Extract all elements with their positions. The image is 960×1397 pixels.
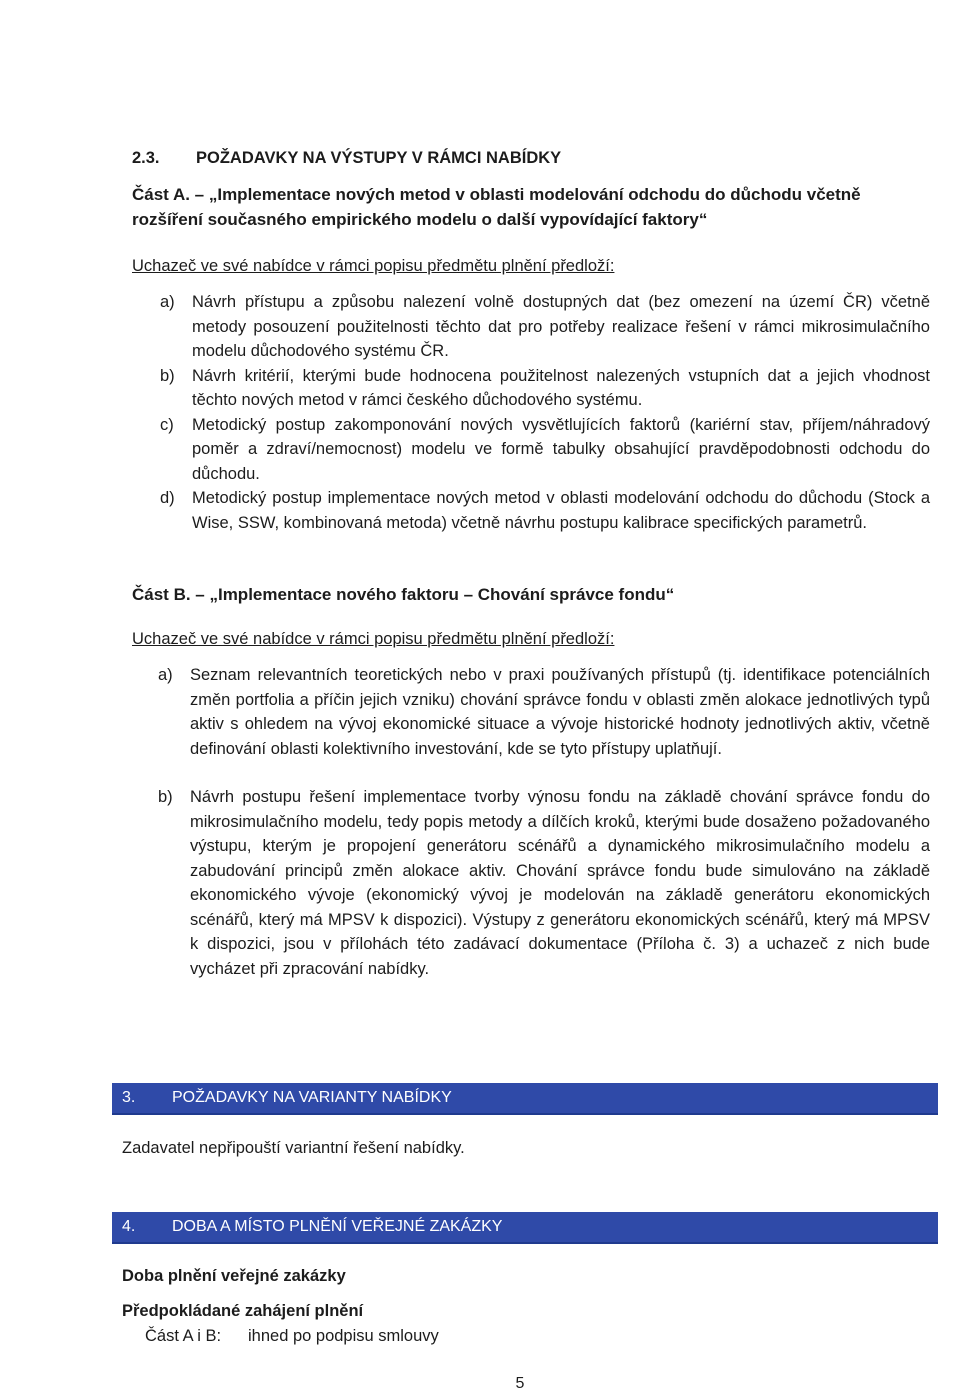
list-item-text: Návrh kritérií, kterými bude hodnocena použitelnost nalezených vstupních dat a jejich vhodnost těchto nových metod v rámci českého důchodového systému.	[192, 366, 930, 409]
list-item-text: Návrh postupu řešení implementace tvorby výnosu fondu na základě chování správce fondu do mikrosimulačního modelu, tedy popis metody a dílčích kroků, kterými bude dosaženo požadovaného výstupu, kterým je propojení generátoru scénářů a dynamického mikrosimulačního modelu a zabudování principů změn alokace aktiv. Chování správce fondu bude simulováno na základě ekonomického vývoje (ekonomický vývoj je modelován na základě generátoru ekonomických scénářů, který má MPSV k dispozici). Výstupy z generátoru ekonomických scénářů, který má MPSV k dispozici, jsou v přílohách této zadávací dokumentace (Příloha č. 3) a uchazeč z nich bude vycházet při zpracování nabídky.	[190, 788, 930, 978]
section-4-start-value: ihned po podpisu smlouvy	[248, 1327, 439, 1345]
part-b-list	[128, 663, 930, 1005]
part-b-title: Část B. – „Implementace nového faktoru – Chování správce fondu“	[132, 585, 675, 604]
section-3-number: 3.	[122, 1089, 136, 1106]
list-marker: a)	[160, 293, 175, 311]
list-marker: c)	[160, 415, 174, 434]
section-4-subheading-start: Předpokládané zahájení plnění	[122, 1302, 364, 1320]
section-number: 2.3.	[132, 149, 160, 167]
section-4-number: 4.	[122, 1218, 136, 1235]
list-item-text: Metodický postup zakomponování nových vysvětlujících faktorů (kariérní stav, příjem/náhradový poměr a zdraví/nemocnost) modelu ve formě tabulky obsahující pravděpodobnosti odchodu do důchodu.	[192, 415, 930, 483]
section-4-subheading-duration: Doba plnění veřejné zakázky	[122, 1267, 346, 1285]
page-number: 5	[515, 1375, 525, 1392]
section-4-title: DOBA A MÍSTO PLNĚNÍ VEŘEJNÉ ZAKÁZKY	[172, 1218, 503, 1235]
part-b-intro: Uchazeč ve své nabídce v rámci popisu předmětu plnění předloží:	[132, 630, 615, 648]
list-item	[128, 663, 930, 761]
list-item	[130, 290, 930, 364]
list-marker: a)	[158, 666, 173, 684]
section-3-text: Zadavatel nepřipouští variantní řešení nabídky.	[122, 1139, 465, 1157]
list-item	[130, 486, 930, 535]
section-3-banner	[112, 1083, 938, 1115]
list-item	[130, 364, 930, 413]
list-item	[130, 413, 930, 487]
section-3-title: POŽADAVKY NA VARIANTY NABÍDKY	[172, 1089, 452, 1106]
section-4-start-label: Část A i B:	[145, 1327, 222, 1345]
list-marker: d)	[160, 489, 175, 507]
list-item-text: Seznam relevantních teoretických nebo v praxi používaných přístupů (tj. identifikace potenciálních změn portfolia a příčin jejich vzniku) chování správce fondu v oblasti změn alokace jednotlivých typů aktiv s ohledem na vývoj ekonomické situace a vývoje historické hodnoty jednotlivých aktiv, včetně definování oblasti kolektivního investování, kde se tyto přístupy uplatňují.	[190, 666, 930, 758]
part-a-title: Část A. – „Implementace nových metod v oblasti modelování odchodu do důchodu včetně rozšíření současného empirického modelu o další vypovídající faktory“	[132, 185, 861, 229]
section-title: POŽADAVKY NA VÝSTUPY V RÁMCI NABÍDKY	[196, 149, 562, 167]
list-item-text: Návrh přístupu a způsobu nalezení volně dostupných dat (bez omezení na území ČR) včetně metody posouzení použitelnosti těchto dat pro potřeby realizace řešení v rámci mikrosimulačního modelu důchodového systému ČR.	[192, 293, 930, 360]
list-item	[128, 785, 930, 981]
part-a-intro: Uchazeč ve své nabídce v rámci popisu předmětu plnění předloží:	[132, 257, 615, 275]
list-marker: b)	[160, 366, 175, 385]
list-marker: b)	[158, 788, 173, 806]
list-item-text: Metodický postup implementace nových metod v oblasti modelování odchodu do důchodu (Stock a Wise, SSW, kombinovaná metoda) včetně návrhu postupu kalibrace specifických parametrů.	[192, 489, 930, 532]
part-a-list	[130, 290, 930, 535]
section-4-banner	[112, 1212, 938, 1244]
